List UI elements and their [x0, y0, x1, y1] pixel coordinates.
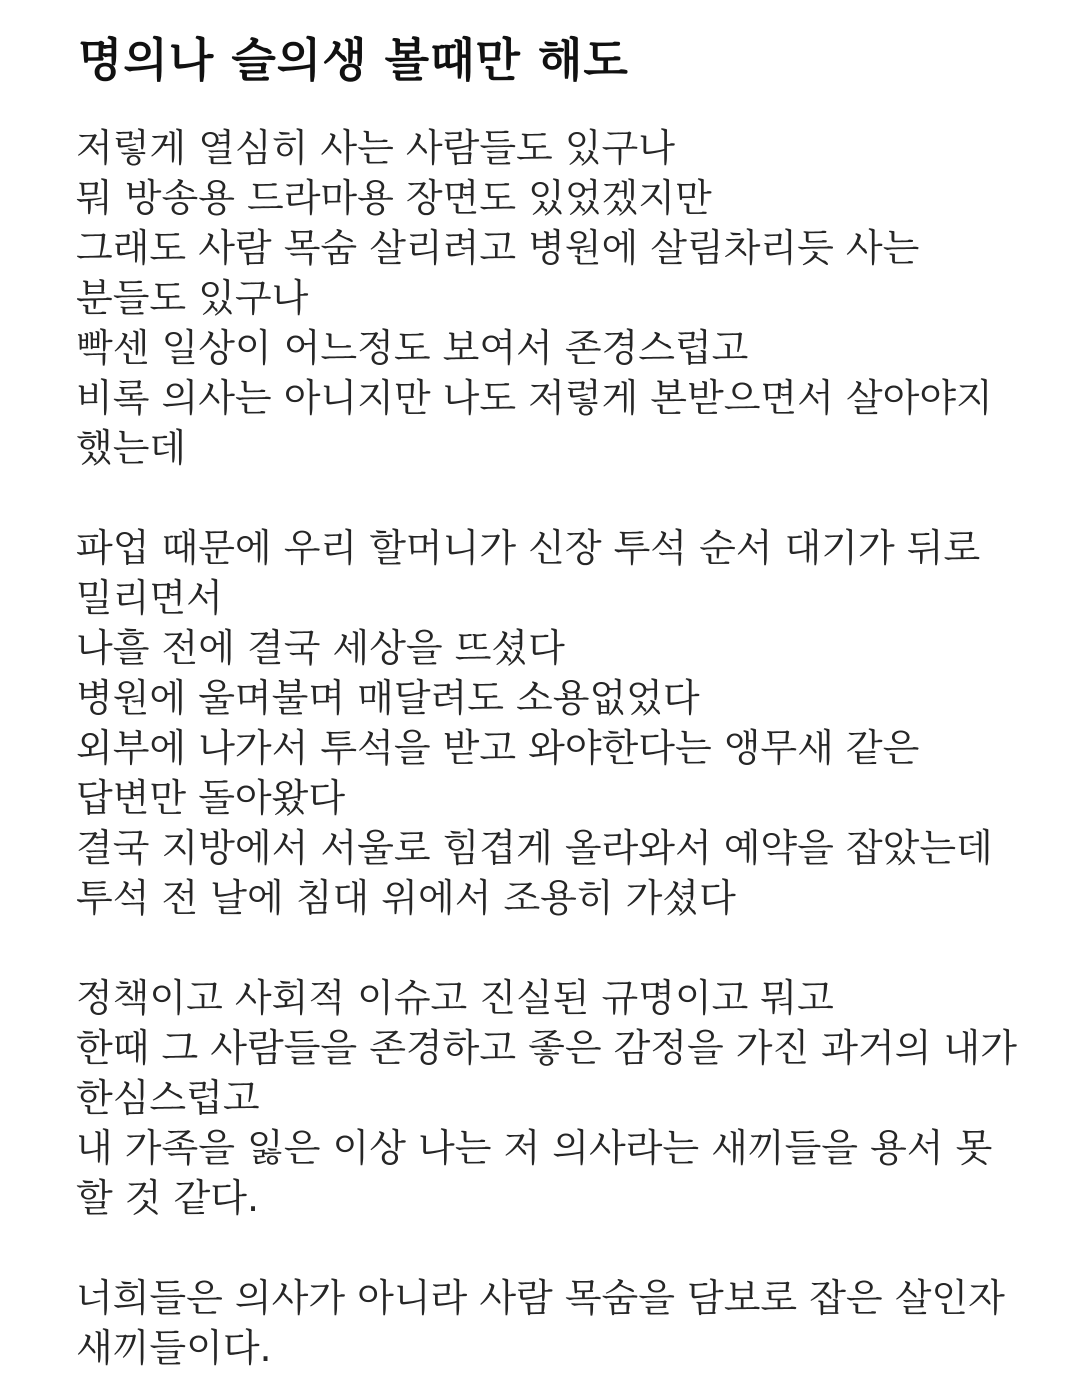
paragraph-gap — [76, 1223, 1066, 1273]
body-line-3: 그래도 사람 목숨 살리려고 병원에 살림차리듯 사는 — [76, 226, 920, 270]
body-line-2: 뭐 방송용 드라마용 장면도 있었겠지만 — [76, 176, 712, 220]
body-line-11: 나흘 전에 결국 세상을 뜨셨다 — [76, 626, 565, 670]
body-line-21: 내 가족을 잃은 이상 나는 저 의사라는 새끼들을 용서 못 — [76, 1126, 993, 1170]
body-line-24: 너희들은 의사가 아니라 사람 목숨을 담보로 잡은 살인자 — [76, 1276, 1005, 1320]
body-line-15: 결국 지방에서 서울로 힘겹게 올라와서 예약을 잡았는데 — [76, 826, 993, 870]
body-line-12: 병원에 울며불며 매달려도 소용없었다 — [76, 676, 700, 720]
body-line-25: 새끼들이다. — [76, 1326, 272, 1370]
body-line-22: 할 것 같다. — [76, 1176, 260, 1220]
body-line-9: 파업 때문에 우리 할머니가 신장 투석 순서 대기가 뒤로 — [76, 526, 981, 570]
body-line-4: 분들도 있구나 — [76, 276, 309, 320]
body-line-1: 저렇게 열심히 사는 사람들도 있구나 — [76, 126, 675, 170]
body-line-19: 한때 그 사람들을 존경하고 좋은 감정을 가진 과거의 내가 — [76, 1026, 1017, 1070]
body-line-7: 했는데 — [76, 426, 187, 470]
paragraph-gap — [76, 473, 1066, 523]
body-line-6: 비록 의사는 아니지만 나도 저렇게 본받으면서 살아야지 — [76, 376, 993, 420]
body-line-13: 외부에 나가서 투석을 받고 와야한다는 앵무새 같은 — [76, 726, 920, 770]
post-body — [76, 123, 1066, 1373]
post-title: 명의나 슬의생 볼때만 해도 — [78, 33, 629, 87]
body-line-20: 한심스럽고 — [76, 1076, 260, 1120]
body-line-10: 밀리면서 — [76, 576, 223, 620]
body-line-18: 정책이고 사회적 이슈고 진실된 규명이고 뭐고 — [76, 976, 834, 1020]
body-line-16: 투석 전 날에 침대 위에서 조용히 가셨다 — [76, 876, 736, 920]
body-line-5: 빡센 일상이 어느정도 보여서 존경스럽고 — [76, 326, 749, 370]
body-line-14: 답변만 돌아왔다 — [76, 776, 346, 820]
paragraph-gap — [76, 923, 1066, 973]
